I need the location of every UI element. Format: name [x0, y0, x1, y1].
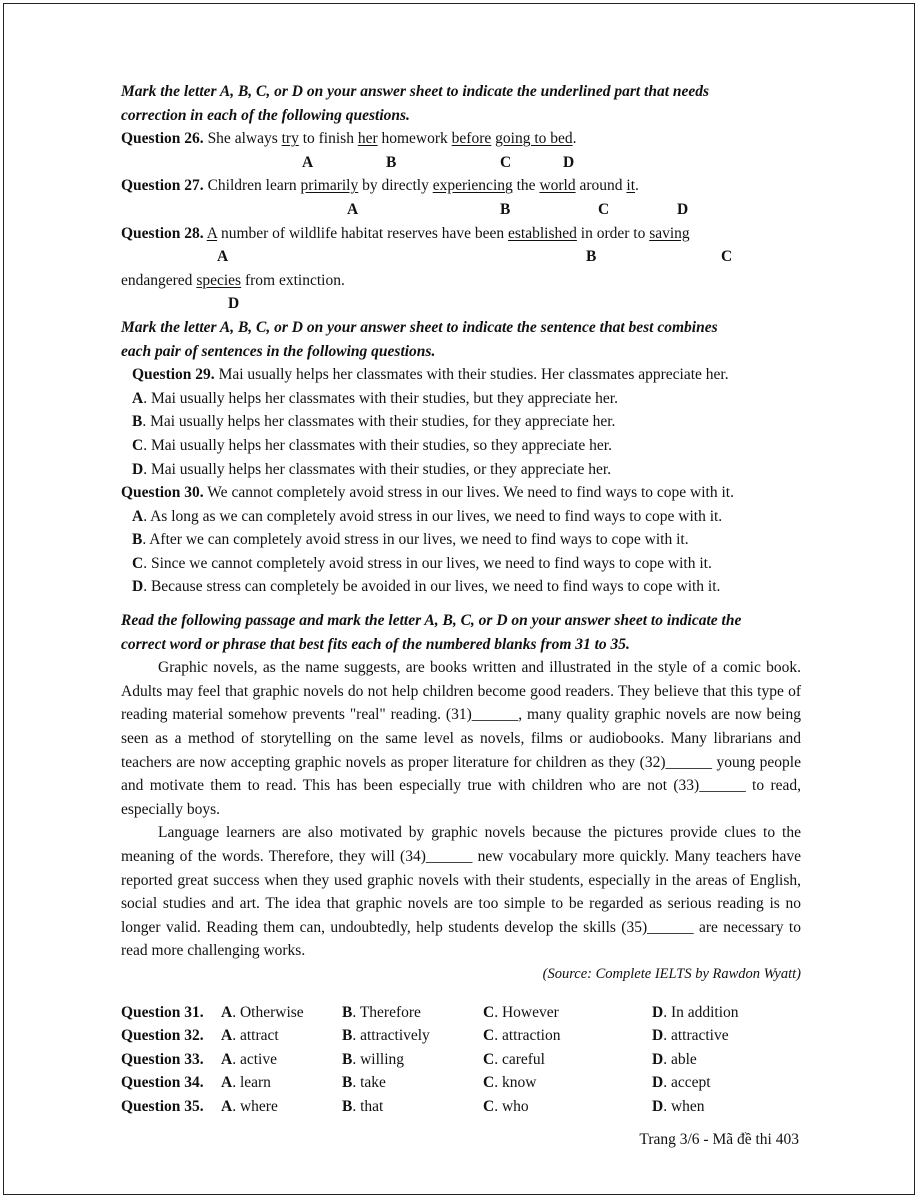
instruction-line: Read the following passage and mark the letter A, B, C, or D on your answer sheet to indicate the	[121, 612, 742, 630]
option-text: take	[360, 1074, 386, 1092]
answer-option-a: A. learn	[221, 1074, 271, 1092]
question-text: .	[572, 130, 577, 148]
option-text: . Because stress can completely be avoided in our lives, we need to find ways to cope with it.	[143, 578, 721, 596]
option-text: when	[670, 1097, 705, 1115]
answer-option-d: D. accept	[652, 1074, 711, 1092]
option-text: Therefore	[359, 1003, 421, 1021]
passage-paragraph-2: Language learners are also motivated by graphic novels because the pictures provide clues to the meaning of the words. Therefore, they will (34)______ new vocabulary more quickly. Many teachers have reported great success when they used graphic novels with their students, especially in the areas of English, social studies and art. The idea that graphic novels are too simple to be regarded as serious reading is no longer valid. Reading them can, undoubtedly, help students develop the skills (35)______ are necessary to read more challenging works.	[121, 824, 801, 960]
underlined-part-d: it	[626, 177, 636, 195]
option-letter: C	[483, 1097, 495, 1115]
underlined-part-d: going to bed	[495, 130, 573, 148]
answer-question-number	[121, 1048, 221, 1072]
question-number: Question 30.	[121, 484, 204, 502]
question-text: Children learn	[207, 177, 301, 195]
answer-option-a: A. Otherwise	[221, 1003, 304, 1021]
question-number: Question 35.	[121, 1097, 204, 1115]
option-text: willing	[360, 1050, 405, 1068]
answer-question-number	[121, 1095, 221, 1119]
question-number: Question 31.	[121, 1003, 204, 1021]
instruction-line: Mark the letter A, B, C, or D on your answer sheet to indicate the sentence that best combines	[121, 318, 718, 336]
option-letter: B	[132, 413, 143, 431]
label-c: C	[598, 200, 610, 218]
question-text: by directly	[358, 177, 433, 195]
question-text: the	[512, 177, 540, 195]
answer-option-d: D. able	[652, 1050, 697, 1068]
question-number: Question 28.	[121, 224, 204, 242]
option-labels-row	[121, 198, 801, 222]
answer-option-d: D. when	[652, 1097, 705, 1115]
option-text: who	[501, 1097, 529, 1115]
option-d	[121, 575, 801, 599]
option-letter: B	[342, 1050, 353, 1068]
answer-row-question-33	[121, 1048, 739, 1072]
answer-options-table	[121, 1001, 739, 1119]
option-letter: D	[652, 1027, 664, 1045]
option-text: attract	[239, 1027, 279, 1045]
question-text: homework	[377, 130, 452, 148]
option-letter: D	[652, 1050, 664, 1068]
page-footer: Trang 3/6 - Mã đề thi 403	[639, 1131, 799, 1148]
answer-option-c: C. who	[483, 1097, 529, 1115]
option-letter: B	[342, 1097, 353, 1115]
answer-row-question-34	[121, 1071, 739, 1095]
label-d: D	[228, 295, 240, 313]
option-labels-row	[121, 151, 801, 175]
option-labels-row	[121, 245, 801, 269]
answer-option-b: B. willing	[342, 1050, 405, 1068]
answer-option-c: C. attraction	[483, 1027, 561, 1045]
passage-paragraph-1: Graphic novels, as the name suggests, are books written and illustrated in the style of a comic book. Adults may feel that graphic novels do not help children become good readers. They believe that this type of reading material somehow prevents "real" reading. (31)______, many quality graphic novels are now being seen as a method of storytelling on the same level as novels, films or audiobooks. Many librarians and teachers are now accepting graphic novels as proper literature for children as they (32)______ young people and motivate them to read. This has been especially true with children who are not (33)______ to read, especially boys.	[121, 659, 801, 818]
answer-question-number	[121, 1001, 221, 1025]
underlined-part-b: established	[508, 224, 577, 242]
answer-option-b: B. Therefore	[342, 1003, 421, 1021]
option-text: attractive	[670, 1027, 729, 1045]
option-letter: A	[221, 1074, 233, 1092]
option-text: Otherwise	[239, 1003, 304, 1021]
answer-row-question-32	[121, 1024, 739, 1048]
section-instruction-sentence-combination	[121, 316, 801, 363]
question-number: Question 34.	[121, 1074, 204, 1092]
option-text: able	[670, 1050, 697, 1068]
question-text: .	[635, 177, 639, 195]
label-d: D	[563, 153, 575, 171]
underlined-part-d: species	[196, 271, 242, 289]
section-instruction-cloze-passage	[121, 609, 801, 656]
answer-option-c: C. careful	[483, 1050, 545, 1068]
question-text: in order to	[576, 224, 650, 242]
question-number: Question 27.	[121, 177, 204, 195]
option-letter: A	[221, 1003, 233, 1021]
option-text: . As long as we can completely avoid stress in our lives, we need to find ways to cope with it.	[143, 507, 723, 525]
option-letter: C	[132, 436, 144, 454]
option-text: attraction	[501, 1027, 561, 1045]
label-c: C	[721, 248, 733, 266]
question-stem: Mai usually helps her classmates with their studies. Her classmates appreciate her.	[218, 366, 729, 384]
option-letter: B	[132, 531, 143, 549]
answer-option-c: C. However	[483, 1003, 559, 1021]
underlined-part-b: experiencing	[432, 177, 513, 195]
option-c	[121, 552, 801, 576]
option-text: . After we can completely avoid stress in our lives, we need to find ways to cope with it.	[142, 531, 689, 549]
answer-row-question-31	[121, 1001, 739, 1025]
label-a: A	[302, 153, 314, 171]
question-text: endangered	[121, 271, 197, 289]
answer-option-b: B. that	[342, 1097, 384, 1115]
option-letter: D	[652, 1097, 664, 1115]
question-30	[121, 481, 801, 599]
option-text: careful	[501, 1050, 545, 1068]
option-letter: C	[483, 1003, 495, 1021]
answer-option-a: A. where	[221, 1097, 278, 1115]
question-text: to finish	[298, 130, 358, 148]
question-text: around	[575, 177, 627, 195]
label-b: B	[500, 200, 511, 218]
underlined-part-c: before	[451, 130, 492, 148]
instruction-line: correction in each of the following questions.	[121, 106, 410, 124]
label-b: B	[586, 248, 597, 266]
option-letter: C	[132, 554, 144, 572]
option-letter: D	[132, 578, 144, 596]
option-text: that	[360, 1097, 384, 1115]
option-letter: A	[132, 507, 144, 525]
question-number: Question 26.	[121, 130, 204, 148]
option-a	[121, 505, 801, 529]
option-letter: D	[652, 1003, 664, 1021]
option-text: . Since we cannot completely avoid stress in our lives, we need to find ways to cope with it.	[143, 554, 712, 572]
option-text: where	[239, 1097, 278, 1115]
option-letter: A	[221, 1050, 233, 1068]
spacer	[121, 987, 801, 1001]
underlined-part-b: her	[357, 130, 378, 148]
underlined-part-c: saving	[649, 224, 690, 242]
option-letter: A	[132, 389, 144, 407]
underlined-part-a: primarily	[300, 177, 359, 195]
option-a	[121, 387, 801, 411]
label-a: A	[217, 248, 229, 266]
option-letter: C	[483, 1027, 495, 1045]
option-c	[121, 434, 801, 458]
answer-question-number	[121, 1024, 221, 1048]
section-instruction-error-identification	[121, 80, 801, 127]
question-number: Question 33.	[121, 1050, 204, 1068]
question-text: number of wildlife habitat reserves have been	[217, 224, 509, 242]
question-text: from extinction.	[241, 271, 345, 289]
answer-option-b: B. take	[342, 1074, 386, 1092]
option-text: . Mai usually helps her classmates with their studies, for they appreciate her.	[142, 413, 616, 431]
instruction-line: Mark the letter A, B, C, or D on your answer sheet to indicate the underlined part that needs	[121, 83, 710, 100]
question-number: Question 32.	[121, 1027, 204, 1045]
instruction-line: correct word or phrase that best fits each of the numbered blanks from 31 to 35.	[121, 635, 630, 653]
question-27	[121, 174, 801, 221]
underlined-part-c: world	[539, 177, 576, 195]
option-b	[121, 410, 801, 434]
question-26	[121, 127, 801, 174]
exam-page-content	[121, 80, 801, 1119]
passage-source: (Source: Complete IELTS by Rawdon Wyatt)	[542, 965, 801, 982]
option-letter: B	[342, 1074, 353, 1092]
option-text: active	[239, 1050, 277, 1068]
underlined-part-a: try	[281, 130, 299, 148]
answer-option-d: D. In addition	[652, 1003, 739, 1021]
answer-option-c: C. know	[483, 1074, 537, 1092]
question-stem: We cannot completely avoid stress in our lives. We need to find ways to cope with it.	[207, 484, 734, 502]
answer-option-d: D. attractive	[652, 1027, 729, 1045]
answer-option-b: B. attractively	[342, 1027, 430, 1045]
option-d	[121, 458, 801, 482]
label-a: A	[347, 200, 359, 218]
option-labels-row	[121, 292, 801, 316]
underlined-part-a: A	[206, 224, 218, 242]
option-letter: B	[342, 1027, 353, 1045]
question-28	[121, 222, 801, 316]
option-letter: A	[221, 1097, 233, 1115]
option-letter: B	[342, 1003, 353, 1021]
option-text: attractively	[360, 1027, 430, 1045]
label-d: D	[677, 200, 689, 218]
option-letter: A	[221, 1027, 233, 1045]
option-text: . Mai usually helps her classmates with their studies, or they appreciate her.	[143, 460, 612, 478]
option-text: know	[501, 1074, 537, 1092]
option-text: . Mai usually helps her classmates with their studies, but they appreciate her.	[143, 389, 618, 407]
answer-option-a: A. active	[221, 1050, 277, 1068]
option-text: However	[501, 1003, 559, 1021]
spacer	[121, 599, 801, 609]
option-letter: C	[483, 1050, 495, 1068]
question-29	[121, 363, 801, 481]
label-c: C	[500, 153, 512, 171]
option-letter: D	[652, 1074, 664, 1092]
answer-question-number	[121, 1071, 221, 1095]
answer-option-a: A. attract	[221, 1027, 279, 1045]
option-b	[121, 528, 801, 552]
option-letter: D	[132, 460, 144, 478]
instruction-line: each pair of sentences in the following questions.	[121, 342, 436, 360]
option-letter: C	[483, 1074, 495, 1092]
option-text: accept	[670, 1074, 711, 1092]
label-b: B	[386, 153, 397, 171]
question-number: Question 29.	[132, 366, 215, 384]
question-text: She always	[207, 130, 282, 148]
option-text: . Mai usually helps her classmates with their studies, so they appreciate her.	[143, 436, 612, 454]
answer-row-question-35	[121, 1095, 739, 1119]
option-text: learn	[239, 1074, 271, 1092]
option-text: In addition	[670, 1003, 739, 1021]
